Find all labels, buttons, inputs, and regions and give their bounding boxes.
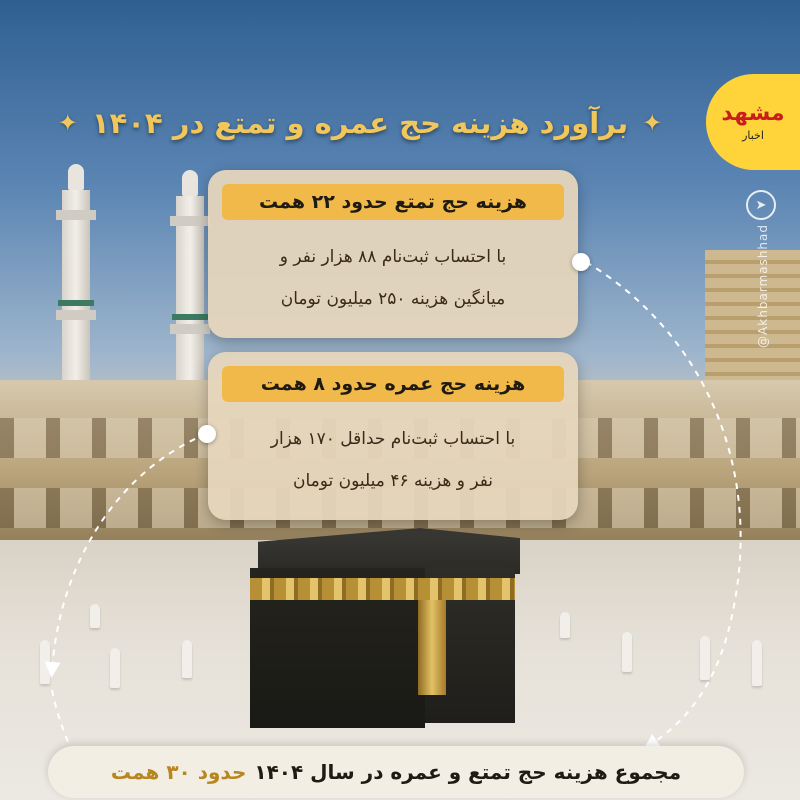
channel-handle: @Akhbarmashhad [756,224,770,348]
brand-name: مشهد [721,100,785,126]
card-line: نفر و هزینه ۴۶ میلیون تومان [292,471,494,491]
total-accent: حدود ۳۰ همت [110,760,247,784]
card-body [222,418,564,502]
brand-logo [706,74,800,170]
sparkle-icon: ✦ [642,109,663,137]
card-umrah [208,352,578,520]
brand-sub: اخبار [742,128,764,142]
card-heading: هزینه حج تمتع حدود ۲۲ همت [222,184,564,220]
total-prefix: مجموع هزینه حج تمتع و عمره در سال ۱۴۰۴ [254,760,682,784]
sparkle-icon: ✦ [57,109,78,137]
telegram-icon: ➤ [746,190,776,220]
connector-dot [198,425,216,443]
page-title-text: برآورد هزینه حج عمره و تمتع در ۱۴۰۴ [91,106,629,140]
card-line: با احتساب ثبت‌نام ۸۸ هزار نفر و [279,247,507,267]
card-line: میانگین هزینه ۲۵۰ میلیون تومان [280,289,506,309]
arrow-right [586,262,741,745]
card-body [222,236,564,320]
total-banner [48,746,744,798]
card-line: با احتساب ثبت‌نام حداقل ۱۷۰ هزار [270,429,516,449]
card-heading: هزینه حج عمره حدود ۸ همت [222,366,564,402]
page-title [40,98,680,148]
arrow-left [52,434,206,670]
card-tamattu [208,170,578,338]
arrow-bottom [52,690,70,748]
connector-dot [572,253,590,271]
